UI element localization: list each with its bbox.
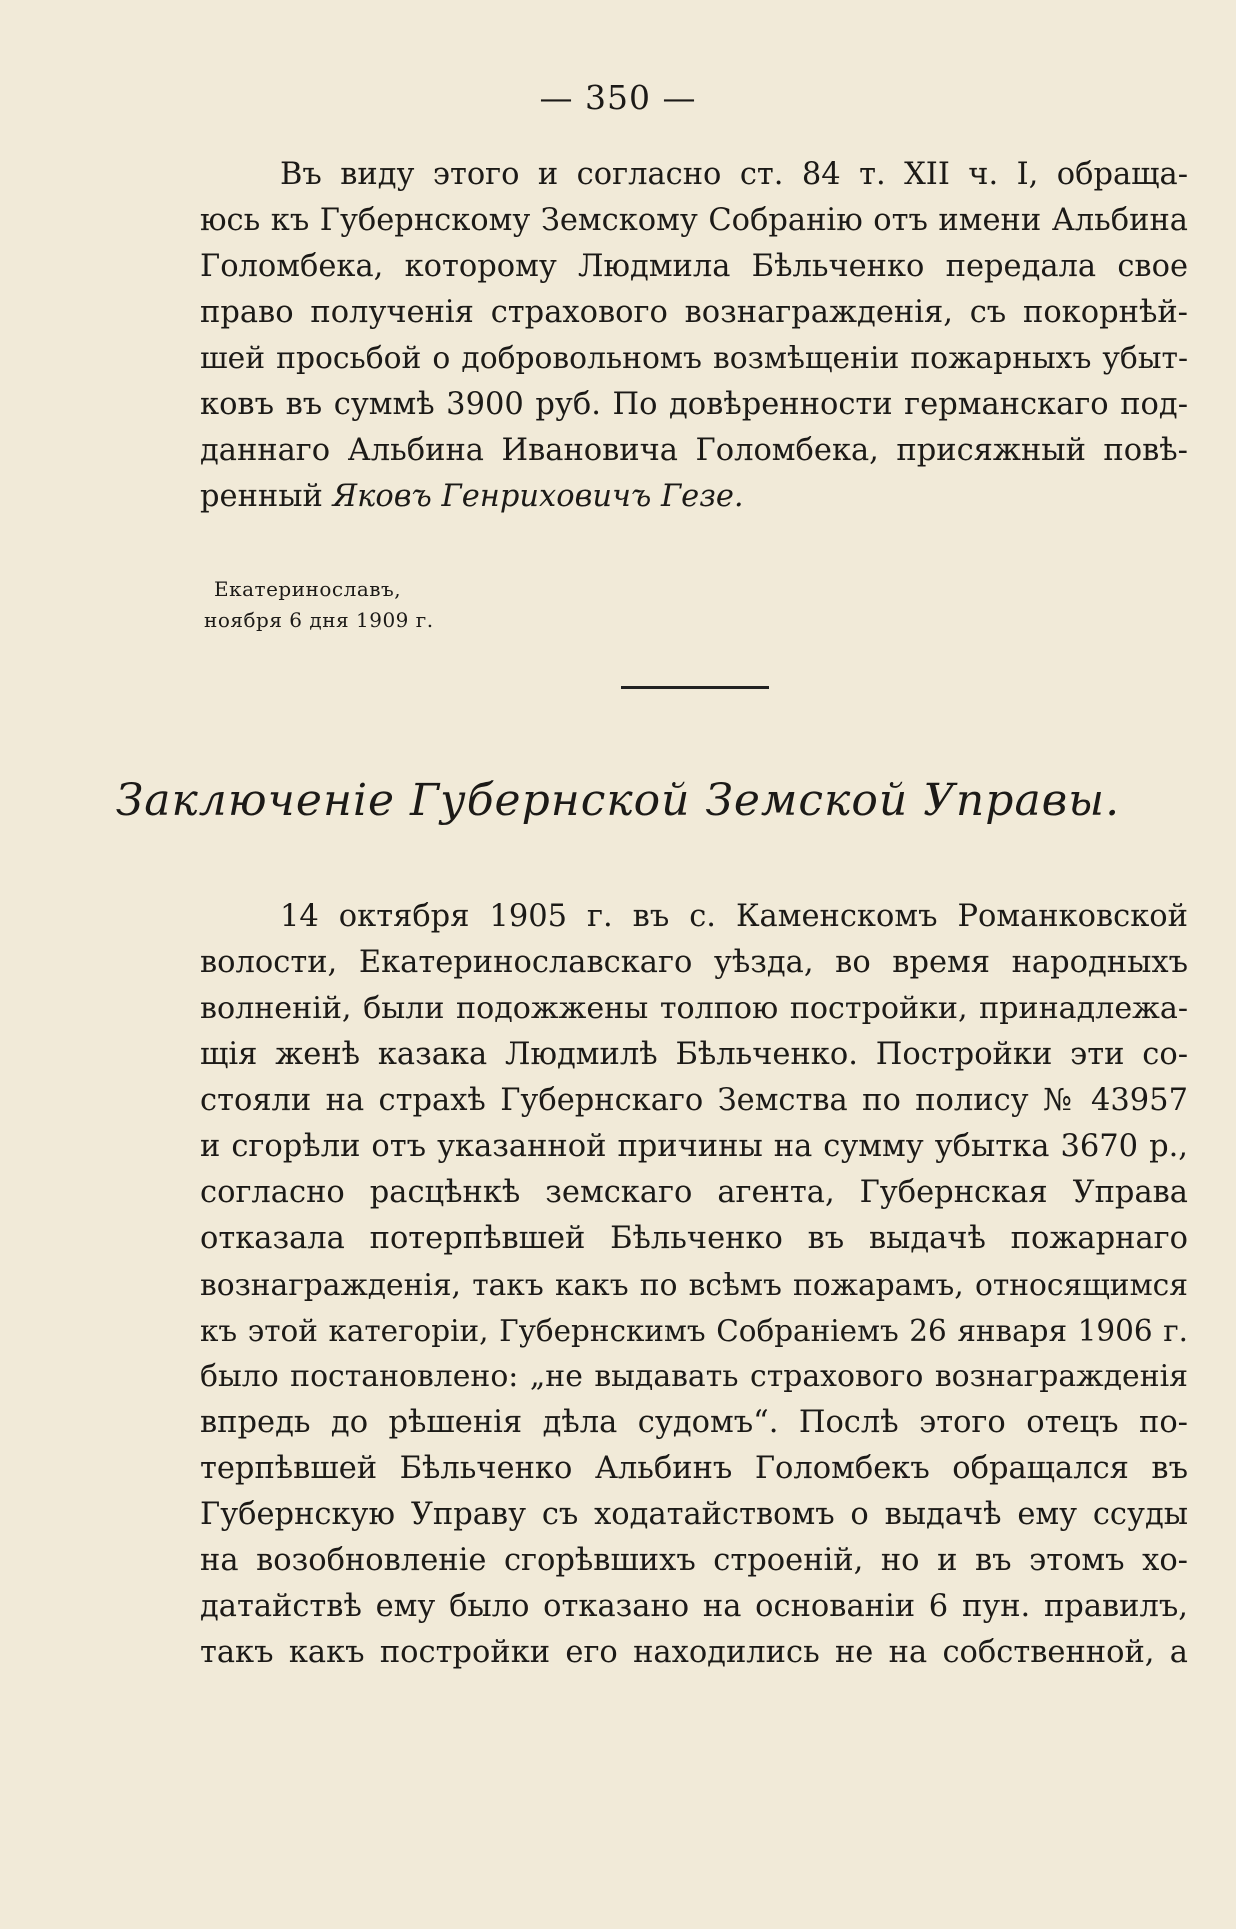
signature-name: Яковъ Генриховичъ Гезе.	[332, 479, 744, 514]
paragraph-conclusion	[200, 894, 1188, 1676]
paragraph-line: и сгорѣли отъ указанной причины на сумму убытка 3670 р.,	[200, 1129, 1188, 1164]
paragraph-line: на возобновленіе сгорѣвшихъ строеній, но и въ этомъ хо-	[200, 1543, 1188, 1578]
paragraph-line: юсь къ Губернскому Земскому Собранію отъ имени Альбина	[200, 203, 1188, 238]
paragraph-line: такъ какъ постройки его находились не на собственной, а	[200, 1635, 1188, 1670]
signature-prefix: ренный	[200, 479, 323, 514]
paragraph-line: право полученія страхового вознагражденія, съ покорнѣй-	[200, 295, 1188, 330]
paragraph-line: стояли на страхѣ Губернскаго Земства по полису № 43957	[200, 1083, 1188, 1118]
paragraph-line: Голомбека, которому Людмила Бѣльченко передала свое	[200, 249, 1188, 284]
paragraph-line: датайствѣ ему было отказано на основаніи 6 пун. правилъ,	[200, 1589, 1188, 1624]
paragraph-line: было постановлено: „не выдавать страхового вознагражденія	[200, 1359, 1188, 1394]
place: Екатеринославъ,	[214, 577, 402, 601]
paragraph-line: даннаго Альбина Ивановича Голомбека, присяжный повѣ-	[200, 433, 1188, 468]
paragraph-line: ковъ въ суммѣ 3900 руб. По довѣренности германскаго под-	[200, 387, 1188, 422]
paragraph-last-line	[200, 474, 1188, 520]
page-number: — 350 —	[539, 78, 697, 117]
section-title: Заключеніе Губернской Земской Управы.	[115, 775, 1121, 826]
paragraph-line: терпѣвшей Бѣльченко Альбинъ Голомбекъ обращался въ	[200, 1451, 1188, 1486]
paragraph-line: согласно расцѣнкѣ земскаго агента, Губернская Управа	[200, 1175, 1188, 1210]
paragraph-line: шей просьбой о добровольномъ возмѣщеніи пожарныхъ убыт-	[200, 341, 1188, 376]
paragraph-line: впредь до рѣшенія дѣла судомъ“. Послѣ этого отецъ по-	[200, 1405, 1188, 1440]
paragraph-line: волненій, были подожжены толпою постройки, принадлежа-	[200, 991, 1188, 1026]
paragraph-line: Въ виду этого и согласно ст. 84 т. XII ч. I, обраща-	[280, 157, 1188, 192]
paragraph-line: 14 октября 1905 г. въ с. Каменскомъ Романковской	[280, 899, 1188, 934]
paragraph-line: къ этой категоріи, Губернскимъ Собраніемъ 26 января 1906 г.	[200, 1314, 1188, 1348]
section-divider	[621, 686, 769, 689]
paragraph-line: волости, Екатеринославскаго уѣзда, во время народныхъ	[200, 945, 1188, 980]
paragraph-line: вознагражденія, такъ какъ по всѣмъ пожарамъ, относящимся	[200, 1267, 1188, 1302]
paragraph-request	[200, 152, 1188, 520]
date: ноября 6 дня 1909 г.	[204, 608, 434, 632]
paragraph-line: щія женѣ казака Людмилѣ Бѣльченко. Постройки эти со-	[200, 1037, 1188, 1072]
paragraph-line: отказала потерпѣвшей Бѣльченко въ выдачѣ пожарнаго	[200, 1221, 1188, 1256]
paragraph-line: Губернскую Управу съ ходатайствомъ о выдачѣ ему ссуды	[200, 1497, 1188, 1532]
place-and-date	[204, 574, 434, 636]
